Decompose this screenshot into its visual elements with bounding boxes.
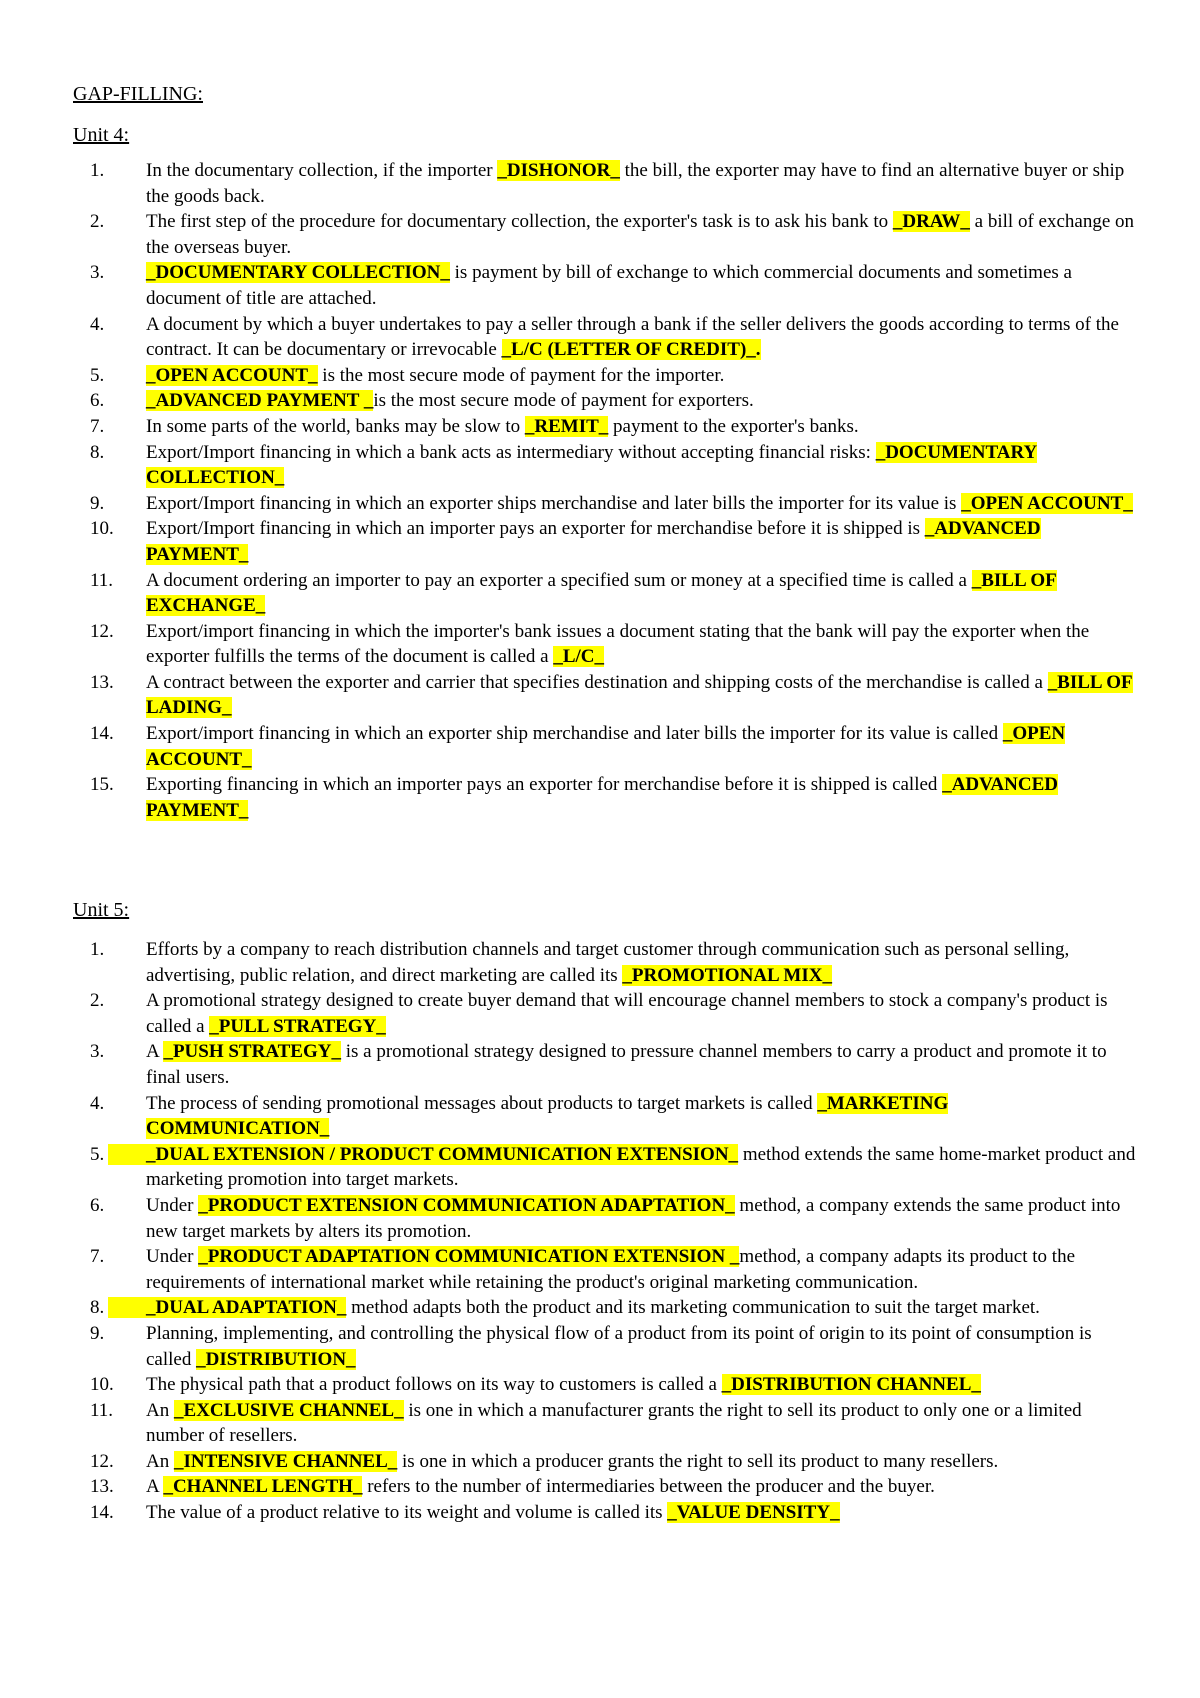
question-number: 13.: [90, 1476, 114, 1498]
question-number: 2.: [90, 211, 105, 233]
question-number: 8.: [90, 1297, 105, 1319]
question-text: An: [146, 1399, 174, 1421]
document-title: GAP-FILLING:: [73, 83, 203, 105]
question-number: 5.: [90, 364, 105, 386]
answer-highlight: _L/C (LETTER OF CREDIT)_.: [501, 339, 761, 361]
answer-highlight: _L/C_: [553, 646, 604, 668]
question-text: Export/import financing in which an exporter ship merchandise and later bills the importer for its value is called: [146, 723, 1003, 745]
answer-highlight: _DISHONOR_: [497, 160, 620, 181]
answer-highlight: _CHANNEL LENGTH_: [163, 1476, 363, 1498]
question-number: 11.: [90, 1399, 114, 1421]
question-number: 12.: [90, 620, 114, 642]
question-text: Exporting financing in which an importer pays an exporter for merchandise before it is shipped is called: [146, 774, 943, 796]
question-number: 13.: [90, 671, 114, 693]
answer-highlight: _OPEN ACCOUNT_: [146, 723, 1066, 770]
answer-highlight: _DISTRIBUTION CHANNEL_: [721, 1374, 981, 1396]
question-text: The value of a product relative to its weight and volume is called its: [146, 1502, 668, 1524]
question-text: Efforts by a company to reach distribution channels and target customer through communication such as personal selling, advertising, public relation, and direct marketing are called its: [146, 939, 1070, 986]
answer-highlight: _REMIT_: [524, 415, 609, 437]
question-text: A promotional strategy designed to create buyer demand that will encourage channel members to stock a company's product is called a: [146, 990, 1108, 1037]
question-item: [0, 491, 1200, 517]
question-text: The physical path that a product follows on its way to customers is called a: [146, 1374, 722, 1396]
question-number: 3.: [90, 1041, 105, 1063]
question-item: [0, 516, 1200, 567]
answer-highlight: _PROMOTIONAL MIX_: [622, 964, 832, 986]
answer-highlight: _EXCLUSIVE CHANNEL_: [173, 1399, 404, 1421]
question-number: 10.: [90, 518, 114, 540]
question-number: 9.: [90, 492, 105, 514]
question-text: Export/import financing in which the importer's bank issues a document stating that the bank will pay the exporter when the exporter fulfills the terms of the document is called a: [146, 620, 1090, 668]
question-text: The process of sending promotional messages about products to target markets is called: [146, 1092, 818, 1114]
question-text: payment to the exporter's banks.: [608, 415, 859, 437]
answer-highlight: _OPEN ACCOUNT_: [961, 492, 1133, 514]
question-text: An: [146, 1450, 174, 1472]
answer-highlight: _DISTRIBUTION_: [196, 1348, 356, 1370]
question-number: 4.: [90, 1092, 105, 1114]
question-text: Export/Import financing in which an exporter ships merchandise and later bills the importer for its value is: [146, 492, 962, 514]
question-text: A document by which a buyer undertakes to pay a seller through a bank if the seller delivers the goods according to terms of the contract. It can be documentary or irrevocable: [146, 313, 1119, 361]
question-text: A: [146, 1476, 164, 1498]
question-number: 8.: [90, 441, 105, 463]
question-item: [0, 670, 1200, 721]
question-item: [0, 568, 1200, 619]
question-item: [0, 1372, 1200, 1398]
question-item: [0, 1449, 1200, 1475]
question-item: [0, 988, 1200, 1039]
answer-highlight: _PRODUCT EXTENSION COMMUNICATION ADAPTATION_: [198, 1194, 735, 1216]
question-item: [0, 1500, 1200, 1526]
answer-highlight: _DRAW_: [892, 211, 970, 233]
question-number: 6.: [90, 1194, 105, 1216]
question-text: is payment by bill of exchange to which commercial documents and sometimes a document of title are attached.: [146, 262, 1072, 309]
answer-highlight: _MARKETING COMMUNICATION_: [146, 1092, 949, 1140]
answer-highlight: _PUSH STRATEGY_: [163, 1041, 341, 1063]
question-text: method, a company extends the same product into new target markets by alters its promotion.: [146, 1194, 1121, 1242]
question-text: is one in which a producer grants the right to sell its product to many resellers.: [397, 1450, 999, 1472]
question-item: [0, 1142, 1200, 1193]
question-text: the bill, the exporter may have to find an alternative buyer or ship the goods back.: [146, 160, 1125, 207]
question-item: [0, 312, 1200, 363]
unit-5-heading: Unit 5:: [73, 899, 130, 921]
question-number: 7.: [90, 1246, 105, 1268]
question-item: [0, 1039, 1200, 1090]
answer-highlight: _DOCUMENTARY COLLECTION_: [146, 262, 450, 284]
question-item: [0, 158, 1200, 209]
answer-highlight: _VALUE DENSITY_: [667, 1502, 840, 1524]
question-text: method, a company adapts its product to the requirements of international market while retaining the product's original marketing communication.: [146, 1246, 1076, 1293]
question-text: In some parts of the world, banks may be slow to: [146, 415, 525, 437]
answer-highlight: _BILL OF EXCHANGE_: [146, 569, 1057, 617]
question-text: is the most secure mode of payment for exporters.: [373, 390, 754, 412]
question-item: [0, 388, 1200, 414]
answer-highlight: _PRODUCT ADAPTATION COMMUNICATION EXTENSION _: [198, 1246, 740, 1268]
question-number: 11.: [90, 569, 114, 591]
answer-highlight: _BILL OF LADING_: [146, 671, 1133, 719]
answer-highlight: _ADVANCED PAYMENT_: [146, 774, 1058, 821]
unit-5-question-list: [0, 937, 1200, 1526]
answer-highlight: _DUAL EXTENSION / PRODUCT COMMUNICATION EXTENSION_: [108, 1144, 738, 1165]
question-text: The first step of the procedure for documentary collection, the exporter's task is to ask his bank to: [146, 211, 893, 233]
question-number: 14.: [90, 723, 114, 745]
question-text: a bill of exchange on the overseas buyer.: [146, 211, 1135, 258]
question-text: A: [146, 1041, 164, 1063]
question-item: [0, 937, 1200, 988]
unit-4-heading: Unit 4:: [73, 124, 130, 146]
question-item: [0, 1474, 1200, 1500]
question-number: 10.: [90, 1374, 114, 1396]
question-number: 6.: [90, 390, 105, 412]
question-text: Under: [146, 1194, 199, 1216]
question-text: In the documentary collection, if the importer: [146, 160, 498, 181]
question-item: [0, 440, 1200, 491]
question-text: Under: [146, 1246, 199, 1268]
question-text: refers to the number of intermediaries between the producer and the buyer.: [362, 1476, 935, 1498]
question-item: [0, 1193, 1200, 1244]
question-number: 1.: [90, 160, 105, 181]
question-item: [0, 721, 1200, 772]
answer-highlight: _PULL STRATEGY_: [209, 1015, 386, 1037]
question-item: [0, 1295, 1200, 1321]
question-number: 12.: [90, 1450, 114, 1472]
question-item: [0, 619, 1200, 670]
question-item: [0, 772, 1200, 823]
question-item: [0, 1091, 1200, 1142]
question-number: 3.: [90, 262, 105, 284]
question-item: [0, 363, 1200, 389]
question-item: [0, 1398, 1200, 1449]
question-text: Export/Import financing in which an importer pays an exporter for merchandise before it is shipped is: [146, 518, 925, 540]
question-text: A document ordering an importer to pay an exporter a specified sum or money at a specified time is called a: [146, 569, 972, 591]
answer-highlight: _ADVANCED PAYMENT_: [146, 518, 1041, 565]
answer-highlight: _DUAL ADAPTATION_: [108, 1297, 346, 1318]
question-text: is one in which a manufacturer grants the right to sell its product to only one or a limited number of resellers.: [146, 1399, 1082, 1447]
question-text: method adapts both the product and its marketing communication to suit the target market.: [346, 1297, 1040, 1319]
question-number: 7.: [90, 415, 105, 437]
question-text: Export/Import financing in which a bank acts as intermediary without accepting financial risks:: [146, 441, 876, 463]
question-number: 1.: [90, 939, 105, 960]
question-text: method extends the same home-market product and marketing promotion into target markets.: [146, 1143, 1136, 1191]
answer-highlight: _INTENSIVE CHANNEL_: [173, 1450, 398, 1472]
answer-highlight: _OPEN ACCOUNT_: [146, 364, 318, 386]
question-item: [0, 1321, 1200, 1372]
question-number: 5.: [90, 1143, 105, 1165]
question-text: Planning, implementing, and controlling the physical flow of a product from its point of origin to its point of consumption is called: [146, 1322, 1092, 1370]
question-number: 15.: [90, 774, 114, 796]
question-number: 9.: [90, 1322, 105, 1344]
question-item: [0, 414, 1200, 440]
unit-4-question-list: [0, 158, 1200, 823]
question-item: [0, 1244, 1200, 1295]
answer-highlight: _ADVANCED PAYMENT _: [146, 390, 374, 412]
question-item: [0, 260, 1200, 311]
question-number: 4.: [90, 313, 105, 335]
question-number: 2.: [90, 990, 105, 1012]
question-number: 14.: [90, 1502, 114, 1524]
question-text: is a promotional strategy designed to pressure channel members to carry a product and promote it to final users.: [146, 1041, 1107, 1088]
question-text: A contract between the exporter and carrier that specifies destination and shipping costs of the merchandise is called a: [146, 671, 1048, 693]
answer-highlight: _DOCUMENTARY COLLECTION_: [146, 441, 1038, 489]
question-text: is the most secure mode of payment for the importer.: [317, 364, 725, 386]
question-item: [0, 209, 1200, 260]
